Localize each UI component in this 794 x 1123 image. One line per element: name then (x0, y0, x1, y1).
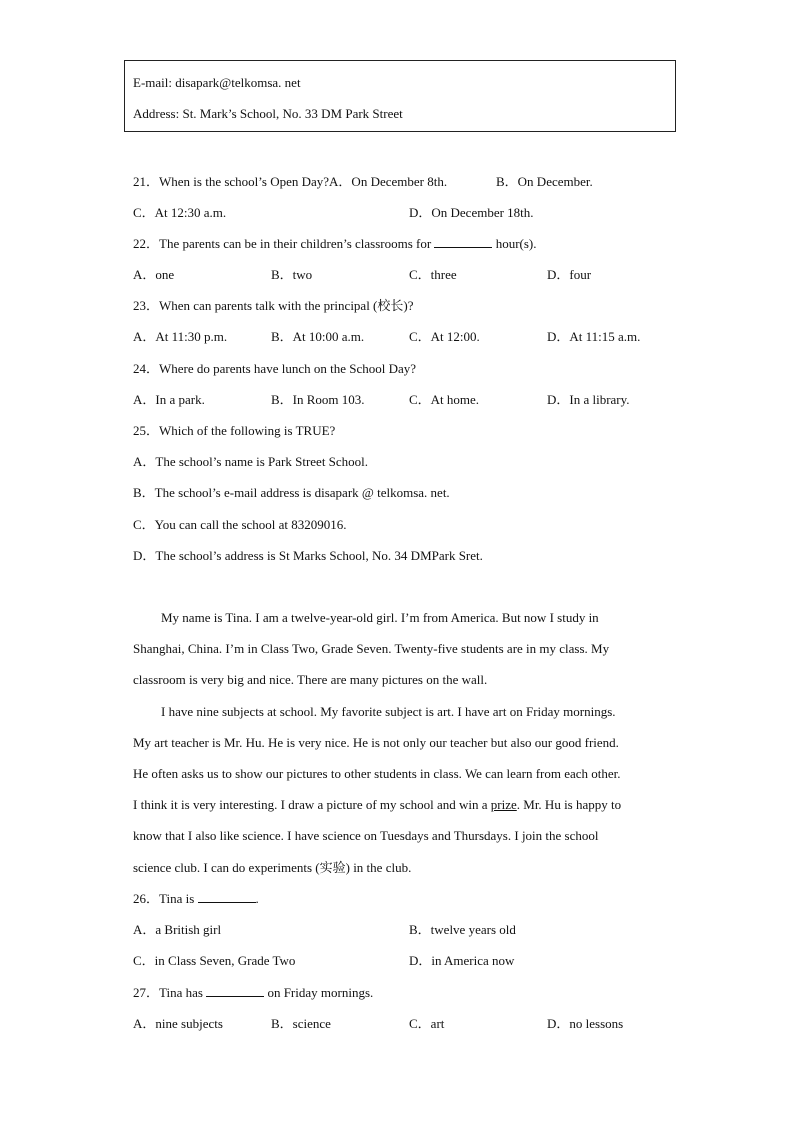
passage-text: . Mr. Hu is happy to (516, 797, 622, 812)
question-22-text: 22．The parents can be in their children’s classrooms for (133, 236, 435, 251)
option-27-c: C．art (409, 1016, 445, 1031)
option-24-c: C．At home. (409, 392, 480, 407)
option-27-a: A．nine subjects (133, 1016, 223, 1031)
passage-text: I think it is very interesting. I draw a picture of my school and win a (133, 797, 491, 812)
option-26-d: D．in America now (409, 953, 515, 968)
option-22-d: D．four (547, 267, 592, 282)
option-24-a: A．In a park. (133, 392, 205, 407)
option-22-a: A．one (133, 267, 175, 282)
option-23-a: A．At 11:30 p.m. (133, 329, 228, 344)
option-26-c: C．in Class Seven, Grade Two (133, 953, 296, 968)
passage-line: science club. I can do experiments (实验) in the club. (133, 860, 412, 875)
question-27 (133, 985, 373, 1001)
passage-line: know that I also like science. I have science on Tuesdays and Thursdays. I join the school (133, 828, 599, 843)
option-27-b: B．science (271, 1016, 331, 1031)
option-27-d: D．no lessons (547, 1016, 624, 1031)
passage-line: I have nine subjects at school. My favorite subject is art. I have art on Friday mornings. (161, 704, 616, 719)
option-25-b: B．The school’s e-mail address is disapark @ telkomsa. net. (133, 485, 450, 500)
question-22-tail: hour(s). (492, 236, 537, 251)
passage-line: classroom is very big and nice. There are many pictures on the wall. (133, 672, 488, 687)
question-24: 24．Where do parents have lunch on the School Day? (133, 361, 417, 376)
option-24-d: D．In a library. (547, 392, 630, 407)
underlined-word-prize: prize (490, 797, 517, 812)
option-24-b: B．In Room 103. (271, 392, 365, 407)
option-26-a: A．a British girl (133, 922, 222, 937)
question-26-text: 26．Tina is (133, 891, 198, 906)
contact-box (124, 60, 676, 132)
option-21-c: C．At 12:30 a.m. (133, 205, 227, 220)
option-22-c: C．three (409, 267, 457, 282)
question-26-tail: . (255, 891, 259, 906)
option-22-b: B．two (271, 267, 313, 282)
contact-address: Address: St. Mark’s School, No. 33 DM Park Street (133, 106, 403, 121)
option-26-b: B．twelve years old (409, 922, 516, 937)
question-21: 21．When is the school’s Open Day?A．On December 8th. (133, 174, 448, 189)
answer-blank (198, 891, 256, 903)
option-21-b: B．On December. (496, 174, 593, 189)
contact-email: E-mail: disapark@telkomsa. net (133, 75, 301, 90)
answer-blank (206, 985, 264, 997)
passage-line: He often asks us to show our pictures to other students in class. We can learn from each other. (133, 766, 621, 781)
question-27-text: 27．Tina has (133, 985, 207, 1000)
passage-line: My name is Tina. I am a twelve-year-old girl. I’m from America. But now I study in (161, 610, 599, 625)
option-23-d: D．At 11:15 a.m. (547, 329, 641, 344)
question-27-tail: on Friday mornings. (264, 985, 374, 1000)
option-25-a: A．The school’s name is Park Street School. (133, 454, 369, 469)
passage-line (133, 797, 663, 813)
question-26 (133, 891, 259, 907)
passage-line: My art teacher is Mr. Hu. He is very nice. He is not only our teacher but also our good friend. (133, 735, 619, 750)
passage-line: Shanghai, China. I’m in Class Two, Grade Seven. Twenty-five students are in my class. My (133, 641, 610, 656)
question-22 (133, 236, 536, 252)
question-23: 23．When can parents talk with the principal (校长)? (133, 298, 414, 313)
option-23-c: C．At 12:00. (409, 329, 480, 344)
option-25-d: D．The school’s address is St Marks School, No. 34 DMPark Sret. (133, 548, 483, 563)
answer-blank (434, 236, 492, 248)
question-25: 25．Which of the following is TRUE? (133, 423, 336, 438)
option-25-c: C．You can call the school at 83209016. (133, 517, 347, 532)
option-21-d: D．On December 18th. (409, 205, 534, 220)
option-23-b: B．At 10:00 a.m. (271, 329, 365, 344)
